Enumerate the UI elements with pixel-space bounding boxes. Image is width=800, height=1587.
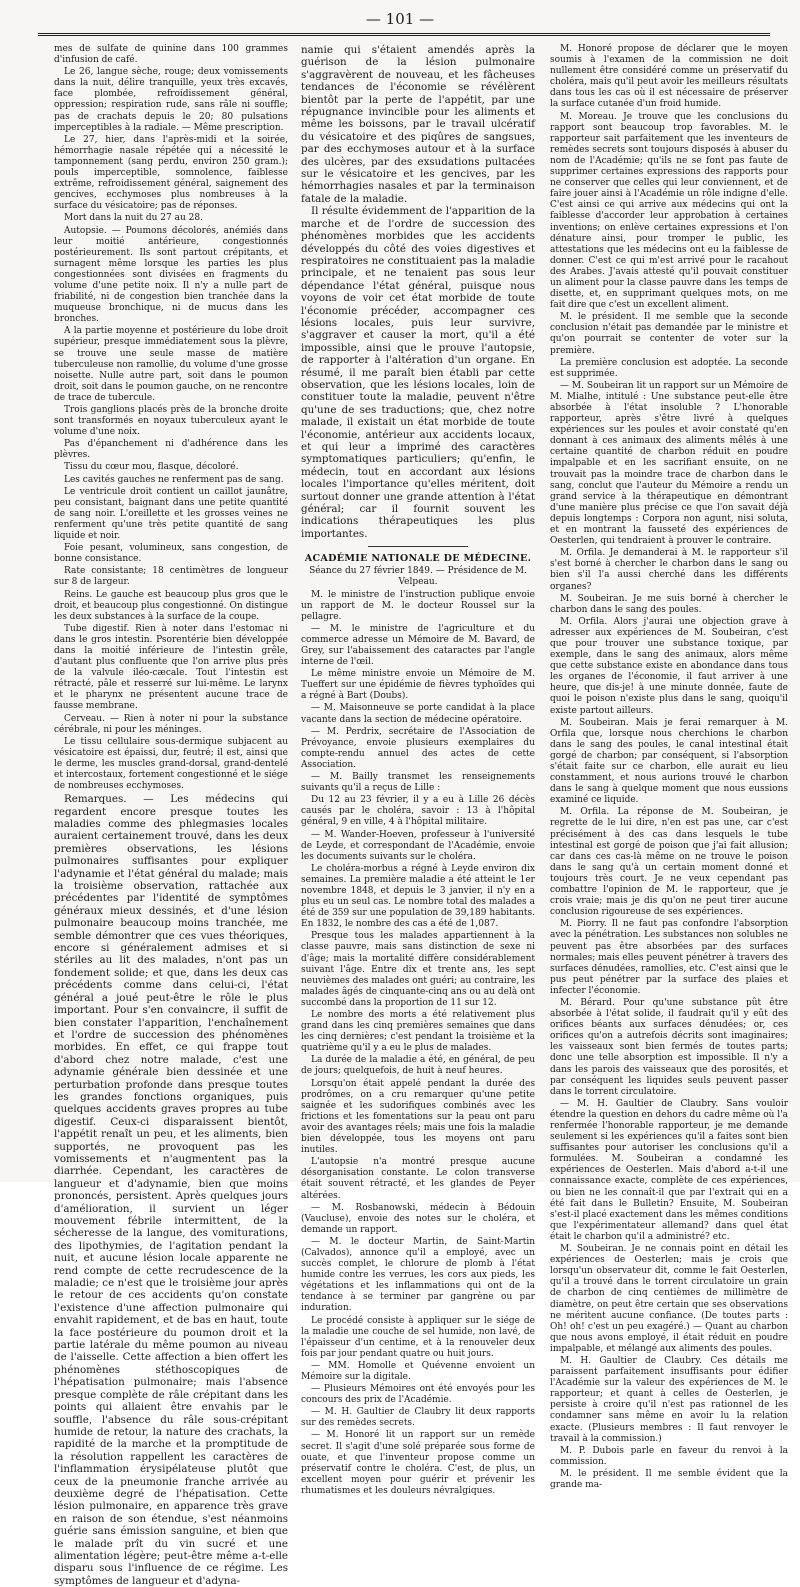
paragraph: Le ventricule droit contient un caillot jaunâtre, peu consistant, baignant dans une petite quantité de sang noir. L'oreillette et les grosses veines ne renferment qu'une très petite quantité de sang liquide et noir. (54, 486, 288, 542)
session-line: Séance du 27 février 1849. — Présidence de M. Velpeau. (309, 566, 527, 588)
paragraph: — M. H. Gaultier de Claubry lit deux rapports sur des remèdes secrets. (301, 1407, 535, 1429)
paragraph: L'autopsie n'a montré presque aucune désorganisation constante. Le colon transverse était souvent rétracté, et les glandes de Peyer altérées. (301, 1157, 535, 1201)
paragraph: — M. H. Gaultier de Claubry. Sans vouloir étendre la question en dehors du cadre même où l'a renfermée l'honorable rapporteur, je me demande seulement si les expériences qu'il a faites sont bien suffisantes pour autoriser les conclusions qu'il a formulées. M. Soubeiran a condamné les expériences de Oesterlen. Mais d'abord a-t-il une connaissance exacte, complète de ces expériences, ou bien ne les connaît-il que par l'extrait qui en a été fait dans le Bulletin? Ensuite, M. Soubeiran s'est-il placé exactement dans les mêmes conditions que l'expérimentateur allemand? dans quel état était le charbon qu'il a administré? etc. (550, 1098, 789, 1242)
paragraph: Reins. Le gauche est beaucoup plus gros que le droit, et beaucoup plus congestionné. On distingue les deux substances à la surface de la coupe. (54, 589, 288, 622)
paragraph: — M. Honoré lit un rapport sur un remède secret. Il s'agit d'une solé préparée sous forme de ouate, et que l'inventeur propose comme un préservatif contre le choléra. C'est, de plus, un excellent moyen pour guérir et prévenir les rhumatismes et les douleurs névralgiques. (301, 1430, 535, 1496)
paragraph: M. Piorry. Il ne faut pas confondre l'absorption avec la pénétration. Les substances non solubles ne peuvent pas être absorbées par des surfaces normales; mais elles peuvent pénétrer à travers des surfaces dénudées, ramollies, etc. C'est ainsi que le pus peut pénétrer par la surface des plaies et infecter l'économie. (550, 919, 788, 996)
paragraph: Tissu du cœur mou, flasque, décoloré. (64, 462, 239, 473)
paragraph: — MM. Homolle et Quévenne envoient un Mémoire sur la digitale. (301, 1360, 535, 1382)
paragraph: Le nombre des morts a été relativement plus grand dans les cinq premières semaines que dans les cinq dernières; c'est pendant la troisième et la quatrième qu'il y a eu le plus de malades. (301, 1010, 535, 1054)
paragraph: Le même ministre envoie un Mémoire de M. Tueffert sur une épidémie de fièvres typhoïdes qui a régné à Bart (Doubs). (301, 669, 535, 702)
paragraph: Le 27, hier, dans l'après-midi et la soirée, hémorrhagie nasale répétée qui a nécessité le tamponnement (sang perdu, environ 250 gram.); pouls imperceptible, somnolence, faiblesse extrême, refroidissement général, saignement des gencives, ecchymoses plus nombreuses à la surface du vésicatoire; pas de réponses. (54, 134, 288, 212)
paragraph: Autopsie. — Poumons décolorés, anémiés dans leur moitié antérieure, congestionnés postérieurement. Ils sont partout crépitants, et surnagent même lorsque les parties les plus congestionnées sont divisées en fragments du volume d'une petite noix. Il n'y a nulle part de friabilité, ni de congestion bien tranchée dans la muqueuse bronchique, ni de mucus dans les bronches. (54, 225, 288, 325)
remarks-paragraph: Remarques. — Les médecins qui regardent encore presque toutes les maladies comme des phlegmasies locales auraient certainement trouvé, dans les deux premières observations, les lésions pulmonaires suffisantes pour expliquer l'adynamie et l'état général du malade; mais la troisième observation, rattachée aux précédentes par l'identité de symptômes généraux mieux dessinés, et d'une lésion pulmonaire beaucoup moins tranchée, me semble démontrer que ces vues théoriques, encore si généralement admises et si stériles au lit des malades, n'ont pas un fondement solide; et que, dans les deux cas précédents comme dans celui-ci, l'état général a joué peut-être le rôle le plus important. Pour s'en convaincre, il suffit de bien constater l'apparition, l'enchaînement et l'ordre de succession des phénomènes morbides. En effet, ce qui frappe tout d'abord chez notre malade, c'est une adynamie générale bien dessinée et une perturbation profonde dans presque toutes les grandes fonctions organiques, puis quelques accidents graves propres au tube digestif. Ceux-ci disparaissent bientôt, l'appétit renaît un peu, et les aliments, bien supportés, ne provoquent pas les vomissements et n'augmentent pas la diarrhée. Cependant, les caractères de langueur et d'adynamie, bien que moins prononcés, persistent. Après quelques jours d'amélioration, il survient un léger mouvement fébrile intermittent, de la sécheresse de la langue, des vomiturations, des lipothymies, de l'agitation pendant la nuit, et aucune lésion locale apparente ne rend compte de cette recrudescence de la maladie; ce n'est que le troisième jour après le retour de ces accidents qu'on constate l'existence d'une affection pulmonaire qui envahit rapidement, et de bas en haut, toute la face postérieure du poumon droit et la partie latérale du même poumon au niveau de l'aisselle. Cette affection a bien offert les phénomènes stéthoscopiques de l'hépatisation pulmonaire; mais l'absence presque complète de râle crépitant dans les points qui allaient être envahis par le souffle, l'absence du râle sous-crépitant humide de retour, la nature des crachats, la rapidité de la marche et la promptitude de la résolution rappellent les caractères de l'inflammation érysipélateuse plutôt que ceux de la pneumonie franche arrivée au deuxième degré de l'hépatisation. Cette lésion pulmonaire, en apparence très grave en raison de son étendue, s'est néanmoins guérie sans émission sanguine, et bien que le malade prît du vin sucré et une alimentation légère; peut-être même a-t-elle disparu sous l'influence de ce régime. Les symptômes de langueur et d'adyna- (54, 793, 288, 1587)
paragraph: Le tissu cellulaire sous-dermique subjacent au vésicatoire est épaissi, dur, feutré; il est, ainsi que le derme, les muscles grand-dorsal, grand-dentelé et intercostaux, fortement congestionné et le siége de nombreuses ecchymoses. (54, 736, 288, 792)
paragraph: — M. Bailly transmet les renseignements suivants qu'il a reçus de Lille : (301, 772, 535, 794)
paragraph: La durée de la maladie a été, en général, de peu de jours; quelquefois, de huit à neuf heures. (301, 1055, 535, 1077)
paragraph: — M. Soubeiran lit un rapport sur un Mémoire de M. Mialhe, intitulé : Une substance peut-elle être absorbée à l'état insoluble ? L'honorable rapporteur, après s'être livré à quelques expériences sur les poules et avoir constaté qu'en donnant à ces animaux des aliments mêlés à une certaine quantité de charbon réduit en poudre impalpable et en les sacrifiant ensuite, on ne trouvait pas la moindre trace de charbon dans le sang, conclut que l'auteur du Mémoire a rendu un grand service à la thérapeutique en démontrant d'une manière plus précise ce que l'on savait déjà depuis longtemps : Corpora non agunt, nisi soluta, et en montrant la fausseté des expériences de Oesterlen, qui tendraient à prouver le contraire. (550, 380, 788, 547)
section-separator (368, 546, 468, 547)
paragraph: M. Orfila. Alors j'aurai une objection grave à adresser aux expériences de M. Soubeiran, c'est que pour trouver une substance toxique, par exemple, dans le sang des animaux, alors même que cette substance existe en abondance dans tous les organes de l'économie, il faut arriver à une heure, que dis-je! à une minute donnée, faute de quoi le poison n'existe plus dans le sang, quoiqu'il existe partout ailleurs. (550, 616, 788, 716)
paragraph: M. le ministre de l'instruction publique envoie un rapport de M. le docteur Roussel sur la pellagre. (301, 589, 535, 622)
paragraph: M. P. Dubois parle en faveur du renvoi à la commission. (550, 1445, 788, 1467)
paragraph: Du 12 au 23 février, il y a eu à Lille 26 décès causés par le choléra, savoir : 13 à l'hôpital général, 9 en ville, 4 à l'hôpital militaire. (301, 795, 535, 828)
paragraph: M. Orfila. La réponse de M. Soubeiran, je regrette de le lui dire, n'en est pas une, car c'est précisément à des cas dans lesquels le tube intestinal est gorgé de poison que j'ai fait allusion; car dans ces cas-là même on ne trouve le poison dans le sang qu'à un certain moment donné et toujours très court. Je ne veux cependant pas combattre l'opinion de M. le rapporteur, que je crois vraie; mais je dis qu'on ne peut tirer aucune conclusion rigoureuse de ses expériences. (550, 807, 788, 918)
paragraph: Le choléra-morbus a régné à Leyde environ dix semaines. La première maladie a été atteint le 1er novembre 1848, et depuis le 3 janvier, il n'y en a plus eu un seul cas. Le nombre total des malades a été de 359 sur une population de 39,189 habitants. En 1832, le nombre des cas a été de 1,087. (301, 863, 536, 930)
paragraph: — M. le docteur Martin, de Saint-Martin (Calvados), annonce qu'il a employé, avec un succès complet, le chlorure de plomb à l'état humide contre les verrues, les cors aux pieds, les végétations et les inflammations qui ont de la tendance à se terminer par gangrène ou par induration. (301, 1236, 535, 1314)
paragraph: — M. Wander-Hoeven, professeur à l'université de Leyde, et correspondant de l'Académie, envoie les documents suivants sur le choléra. (301, 829, 535, 862)
paragraph: M. Bérard. Pour qu'une substance pût être absorbée à l'état solide, il faudrait qu'il y eût des orifices béants aux surfaces dénudées; or, ces orifices qu'on a autrefois décrits sont imaginaires; les vaisseaux sont bien fermés de toutes parts; donc une telle absorption est impossible. Il n'y a dans les parois des vaisseaux que des porosités, et par conséquent les liquides seuls peuvent passer dans le torrent circulatoire. (550, 997, 788, 1097)
paragraph: M. H. Gaultier de Claubry. Ces détails me paraissent parfaitement insuffisants pour édifier l'Académie sur la valeur des expériences de M. le rapporteur; et quant à celles de Oesterlen, je persiste à croire qu'il n'est pas rationnel de les condamner sans même en avoir lu la relation exacte. (Plusieurs membres : Il faut renvoyer le travail à la commission.) (550, 1355, 788, 1444)
paragraph: M. Moreau. Je trouve que les conclusions du rapport sont beaucoup trop favorables. M. le rapporteur sait parfaitement que les inventeurs de remèdes secrets sont toujours disposés à abuser du nom de l'Académie; qu'ils ne se font pas faute de supprimer certaines expressions des rapports pour ne conserver que celles qui leur conviennent, et de faire jouer ainsi à l'Académie un rôle indigne d'elle. C'est ainsi ce qui arrive aux médecins qui ont la faiblesse d'accorder leur approbation à certaines inventions; on enlève certaines expressions et l'on dénature ainsi, pour tromper le public, les attestations que les médecins ont eu la faiblesse de donner. C'est ce qui m'est arrivé pour le racahout des Arabes. J'avais attesté qu'il pouvait constituer un aliment pour la classe pauvre dans les temps de disette, et, en supprimant quelques mots, on me fait dire que c'est un excellent aliment. (550, 111, 788, 311)
paragraph: M. Soubeiran. Je ne connais point en détail les expériences de Oesterlen; mais je crois que lorsqu'un observateur dit, comme le fait Oesterlen, qu'il a trouvé dans le torrent circulatoire un grain de charbon de cinq centièmes de millimètre de diamètre, on peut être certain que ses observations ne méritent aucune confiance. (De toutes parts : Oh! oh! c'est un peu exagéré.) — Quant au charbon que nous avons employé, il était réduit en poudre impalpable, et mélangé aux aliments des poules. (550, 1244, 788, 1354)
paragraph: Foie pesant, volumineux, sans congestion, de bonne consistance. (54, 543, 288, 565)
paragraph: Trois ganglions placés près de la bronche droite sont transformés en noyaux tuberculeux ayant le volume d'une noix. (54, 405, 288, 438)
column-right (550, 44, 788, 1492)
paragraph: Mort dans la nuit du 27 au 28. (64, 213, 203, 224)
paragraph: — M. Rosbanowski, médecin à Bédouin (Vaucluse), envoie des notes sur le choléra, et demande un rapport. (301, 1202, 535, 1235)
column-middle (301, 44, 535, 1498)
paragraph: Presque tous les malades appartiennent à la classe pauvre, mais sans distinction de sexe ni d'âge; mais la mortalité diffère considérablement suivant l'âge. Entre dix et trente ans, les sept neuvièmes des malades ont guéri; au contraire, les malades âgés de cinquante-cinq ans ou au delà ont succombé dans la proportion de 11 sur 12. (301, 931, 535, 1008)
paragraph: Il résulte évidemment de l'apparition de la marche et de l'ordre de succession des phénomènes morbides que les accidents développés du côté des voies digestives et respiratoires ne constituaient pas la maladie principale, et ne tenaient pas sous leur dépendance l'état général, puisque nous voyons de voir cet état morbide de toute l'économie précéder, accompagner ces lésions locales, puis leur survivre, s'aggraver et causer la mort, qu'il a été impossible, ainsi que le prouve l'autopsie, de rapporter à l'altération d'un organe. En résumé, il me paraît bien établi par cette observation, que les lésions locales, loin de constituer toute la maladie, peuvent n'être qu'une de ses traductions; que, chez notre malade, il existait un état morbide de toute l'économie, antérieur aux accidents locaux, et qui leur a imprimé des caractères symptomatiques particuliers; qu'enfin, le médecin, tout en accordant aux lésions locales l'importance qu'elles méritent, doit surtout donner une grande attention à l'état général; car il fournit souvent les indications thérapeutiques les plus importantes. (301, 205, 535, 540)
paragraph: Le procédé consiste à appliquer sur le siége de la maladie une couche de sel humide, non lavé, de l'épaisseur d'un centime, et à la renouveler deux fois par jour pendant quatre ou huit jours. (301, 1315, 535, 1359)
paragraph: Tube digestif. Rien à noter dans l'estomac ni dans le gros intestin. Psorentérie bien développée dans la moitié inférieure de l'intestin grêle, d'autant plus confluente que l'on arrive plus près de la valvule iléo-cæcale. Tout l'intestin est rétracté, pâle et resserré sur lui-même. Le larynx et le pharynx ne présentent aucune trace de fausse membrane. (54, 623, 288, 712)
column-left (54, 44, 288, 1587)
paragraph: A la partie moyenne et postérieure du lobe droit supérieur, presque immédiatement sous la plèvre, se trouve une seule masse de matière tuberculeuse non ramollie, du volume d'une grosse noisette. Nulle autre part, soit dans le poumon droit, soit dans le poumon gauche, on ne rencontre de trace de tubercule. (54, 326, 288, 403)
paragraph: — Plusieurs Mémoires ont été envoyés pour les concours des prix de l'Académie. (301, 1384, 535, 1406)
paragraph: mes de sulfate de quinine dans 100 grammes d'infusion de café. (54, 44, 288, 66)
paragraph: — M. le ministre de l'agriculture et du commerce adresse un Mémoire de M. Bavard, de Grey, sur l'abaissement des cataractes par l'angle interne de l'œil. (301, 623, 535, 668)
section-title: ACADÉMIE NATIONALE DE MÉDECINE. (304, 553, 532, 565)
paragraph: — M. Perdrix, secrétaire de l'Association de Prévoyance, envoie plusieurs exemplaires du compte-rendu annuel des actes de cette Association. (301, 726, 535, 770)
paragraph: M. Soubeiran. Mais je ferai remarquer à M. Orfila que, lorsque nous cherchions le charbon dans le sang des poules, le canal intestinal était gorgé de charbon; par conséquent, si l'absorption s'était faite sur ce charbon, elle aurait eu lieu constamment, et nous aurions trouvé le charbon dans le sang à quelque moment que nous eussions examiné ce liquide. (550, 717, 788, 806)
paragraph: Cerveau. — Rien à noter ni pour la substance cérébrale, ni pour les méninges. (54, 713, 288, 735)
header-rule (38, 33, 770, 36)
paragraph: Les cavités gauches ne renferment pas de sang. (64, 474, 284, 485)
paragraph: namie qui s'étaient amendés après la guérison de la lésion pulmonaire s'aggravèrent de nouveau, et les fâcheuses tendances de l'économie se révélèrent bientôt par la perte de l'appétit, par une répugnance invincible pour les aliments et même les boissons, par le travail ulcératif du vésicatoire et des piqûres de sangsues, par des ecchymoses autour et à la surface des ulcères, par des exsudations pultacées sur le vésicatoire et les gencives, par les hémorrhagies nasales et par la terminaison fatale de la maladie. (301, 44, 535, 205)
paragraph: Pas d'épanchement ni d'adhérence dans les plèvres. (54, 439, 288, 461)
paragraph: Lorsqu'on était appelé pendant la durée des prodrômes, on a cru remarquer qu'une petite saignée et les sudorifiques combinés avec les frictions et les fomentations sur la peau ont paru avoir des avantages réels; mais une fois la maladie bien développée, tous les moyens ont paru inutiles. (301, 1078, 535, 1156)
paragraph: La première conclusion est adoptée. La seconde est supprimée. (550, 357, 788, 379)
paragraph: Le 26, langue sèche, rouge; deux vomissements dans la nuit, délire tranquille, yeux très excavés, face plombée, refroidissement général, oppression; respiration rude, sans râle ni souffle; pas de crachats depuis le 20; 80 pulsations imperceptibles à la radiale. — Même prescription. (54, 67, 288, 133)
paragraph: — M. Maisonneuve se porte candidat à la place vacante dans la section de médecine opératoire. (301, 703, 535, 725)
paragraph: M. le président. Il me semble évident que la grande ma- (550, 1468, 788, 1490)
paragraph: M. Honoré propose de déclarer que le moyen soumis à l'examen de la commission ne doit nullement être considéré comme un préservatif du choléra, mais qu'il peut avoir les meilleurs résultats dans tous les cas où il est nécessaire de préserver la surface cutanée d'un froid humide. (550, 44, 788, 110)
paragraph: M. Soubeiran. Je me suis borné à chercher le charbon dans le sang des poules. (550, 593, 788, 615)
page-number: — 101 — (365, 10, 435, 28)
paragraph: M. le président. Il me semble que la seconde conclusion n'était pas demandée par le ministre et qu'on pourrait se contenter de voter sur la première. (550, 312, 788, 356)
paragraph: M. Orfila. Je demanderai à M. le rapporteur s'il s'est borné à chercher le charbon dans le sang ou bien s'il l'a aussi cherché dans les différents organes? (550, 548, 788, 592)
paragraph: Rate consistante; 18 centimètres de longueur sur 8 de largeur. (54, 566, 288, 588)
